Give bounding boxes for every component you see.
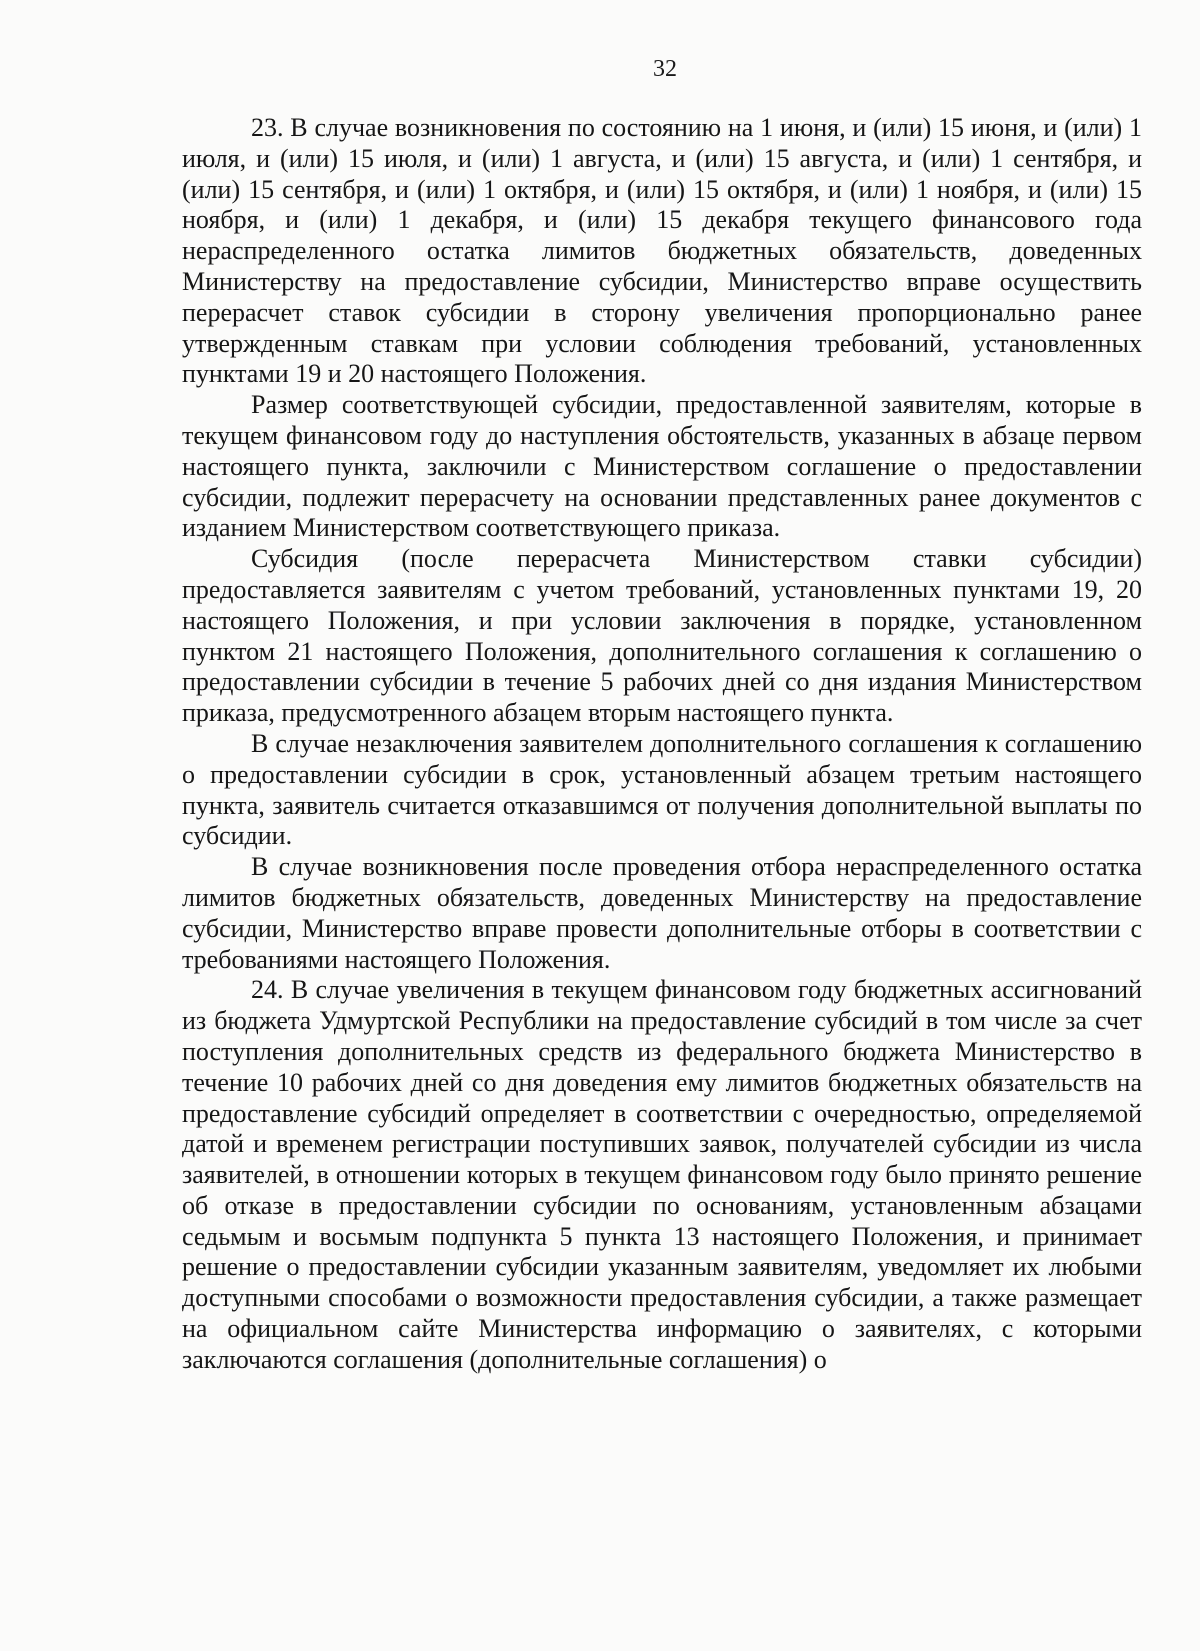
paragraph-23-subsidy-provision: Субсидия (после перерасчета Министерством ставки субсидии) предоставляется заявителям с учетом требований, установленных пунктами 19, 20 настоящего Положения, и при условии заключения в порядке, установленном пунктом 21 настоящего Положения, дополнительного соглашения к соглашению о предоставлении субсидии в течение 5 рабочих дней со дня издания Министерством приказа, предусмотренного абзацем вторым настоящего пункта. bbox=[182, 544, 1142, 728]
paragraph-23-main: 23. В случае возникновения по состоянию на 1 июня, и (или) 15 июня, и (или) 1 июля, и (или) 15 июля, и (или) 1 августа, и (или) 15 августа, и (или) 1 сентября, и (или) 15 сентября, и (или) 1 октября, и (или) 15 октября, и (или) 1 ноября, и (или) 15 ноября, и (или) 1 декабря, и (или) 15 декабря текущего финансового года нераспределенного остатка лимитов бюджетных обязательств, доведенных Министерству на предоставление субсидии, Министерство вправе осуществить перерасчет ставок субсидии в сторону увеличения пропорционально ранее утвержденным ставкам при условии соблюдения требований, установленных пунктами 19 и 20 настоящего Положения. bbox=[182, 113, 1142, 389]
document-body bbox=[182, 113, 1142, 1376]
paragraph-23-additional-selection: В случае возникновения после проведения отбора нераспределенного остатка лимитов бюджетных обязательств, доведенных Министерству на предоставление субсидии, Министерство вправе провести дополнительные отборы в соответствии с требованиями настоящего Положения. bbox=[182, 852, 1142, 974]
paragraph-24-main: 24. В случае увеличения в текущем финансовом году бюджетных ассигнований из бюджета Удмуртской Республики на предоставление субсидий в том числе за счет поступления дополнительных средств из федерального бюджета Министерство в течение 10 рабочих дней со дня доведения ему лимитов бюджетных обязательств на предоставление субсидий определяет в соответствии с очередностью, определяемой датой и временем регистрации поступивших заявок, получателей субсидии из числа заявителей, в отношении которых в текущем финансовом году было принято решение об отказе в предоставлении субсидии по основаниям, установленным абзацами седьмым и восьмым подпункта 5 пункта 13 настоящего Положения, и принимает решение о предоставлении субсидии указанным заявителям, уведомляет их любыми доступными способами о возможности предоставления субсидии, а также размещает на официальном сайте Министерства информацию о заявителях, с которыми заключаются соглашения (дополнительные соглашения) о bbox=[182, 975, 1142, 1374]
paragraph-23-recalculation: Размер соответствующей субсидии, предоставленной заявителям, которые в текущем финансовом году до наступления обстоятельств, указанных в абзаце первом настоящего пункта, заключили с Министерством соглашение о предоставлении субсидии, подлежит перерасчету на основании представленных ранее документов с изданием Министерством соответствующего приказа. bbox=[182, 390, 1142, 543]
page-number: 32 bbox=[653, 56, 677, 82]
paragraph-23-non-conclusion: В случае незаключения заявителем дополнительного соглашения к соглашению о предоставлении субсидии в срок, установленный абзацем третьим настоящего пункта, заявитель считается отказавшимся от получения дополнительной выплаты по субсидии. bbox=[182, 728, 1142, 851]
